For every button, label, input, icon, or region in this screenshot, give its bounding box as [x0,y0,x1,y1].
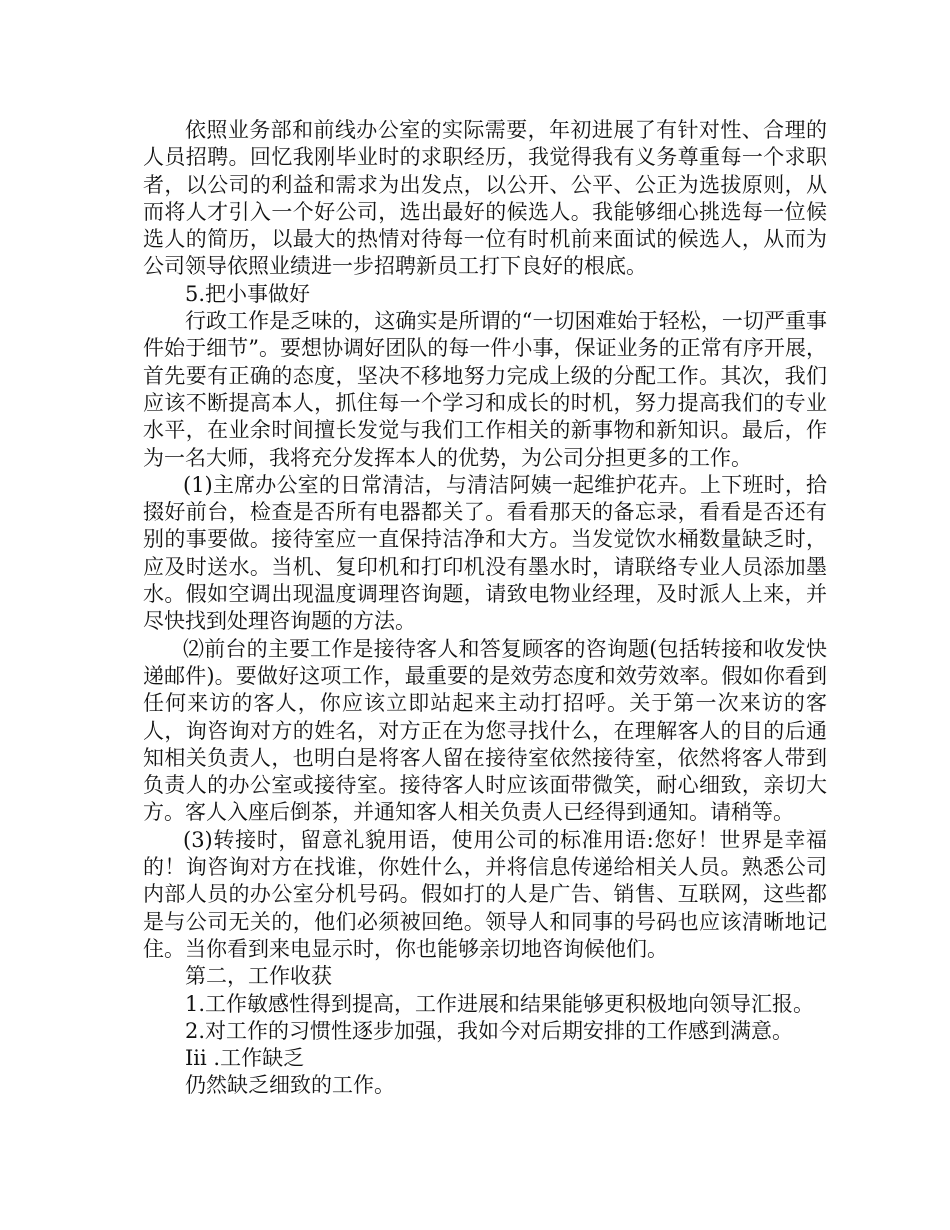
paragraph-item-2: ⑵前台的主要工作是接待客人和答复顾客的咨询题(包括转接和收发快递邮件)。要做好这项工作，最重要的是效劳态度和效劳效率。假如你看到任何来访的客人，你应该立即站起来主动打招呼。关于第一次来访的客人，询咨询对方的姓名，对方正在为您寻找什么，在理解客人的目的后通知相关负责人，也明白是将客人留在接待室依然接待室，依然将客人带到负责人的办公室或接待室。接待客人时应该面带微笑，耐心细致，亲切大方。客人入座后倒茶，并通知客人相关负责人已经得到通知。请稍等。 [143,636,827,825]
document-body [143,117,827,1100]
paragraph-shortcoming: 仍然缺乏细致的工作。 [185,1073,395,1098]
heading-do-small-things-well: 5.把小事做好 [185,281,311,306]
heading-work-gains: 第二，工作收获 [185,964,332,989]
paragraph-item-1: (1)主席办公室的日常清洁，与清洁阿姨一起维护花卉。上下班时，拾掇好前台，检查是否所有电器都关了。看看那天的备忘录，看看是否还有别的事要做。接待室应一直保持洁净和大方。当发觉饮水桶数量缺乏时，应及时送水。当机、复印机和打印机没有墨水时，请联络专业人员添加墨水。假如空调出现温度调理咨询题，请致电物业经理，及时派人上来，并尽快找到处理咨询题的方法。 [143,472,827,634]
paragraph-admin-work: 行政工作是乏味的，这确实是所谓的“一切困难始于轻松，一切严重事件始于细节”。要想协调好团队的每一件小事，保证业务的正常有序开展，首先要有正确的态度，坚决不移地努力完成上级的分配工作。其次，我们应该不断提高本人，抓住每一个学习和成长的时机，努力提高我们的专业水平，在业余时间擅长发觉与我们工作相关的新事物和新知识。最后，作为一名大师，我将充分发挥本人的优势，为公司分担更多的工作。 [143,309,827,470]
paragraph-gain-2: 2.对工作的习惯性逐步加强，我如今对后期安排的工作感到满意。 [185,1018,794,1043]
heading-work-shortcomings: Iii .工作缺乏 [185,1046,305,1071]
paragraph-item-3: (3)转接时，留意礼貌用语，使用公司的标准用语:您好！世界是幸福的！询咨询对方在找谁，你姓什么，并将信息传递给相关人员。熟悉公司内部人员的办公室分机号码。假如打的人是广告、销售、互联网，这些都是与公司无关的，他们必须被回绝。领导人和同事的号码也应该清晰地记住。当你看到来电显示时，你也能够亲切地咨询候他们。 [143,827,827,961]
paragraph-recruitment: 依照业务部和前线办公室的实际需要，年初进展了有针对性、合理的人员招聘。回忆我刚毕业时的求职经历，我觉得我有义务尊重每一个求职者，以公司的利益和需求为出发点，以公开、公平、公正为选拔原则，从而将人才引入一个好公司，选出最好的候选人。我能够细心挑选每一位候选人的简历，以最大的热情对待每一位有时机前来面试的候选人，从而为公司领导依照业绩进一步招聘新员工打下良好的根底。 [143,118,827,279]
paragraph-gain-1: 1.工作敏感性得到提高，工作进展和结果能够更积极地向领导汇报。 [185,991,815,1016]
